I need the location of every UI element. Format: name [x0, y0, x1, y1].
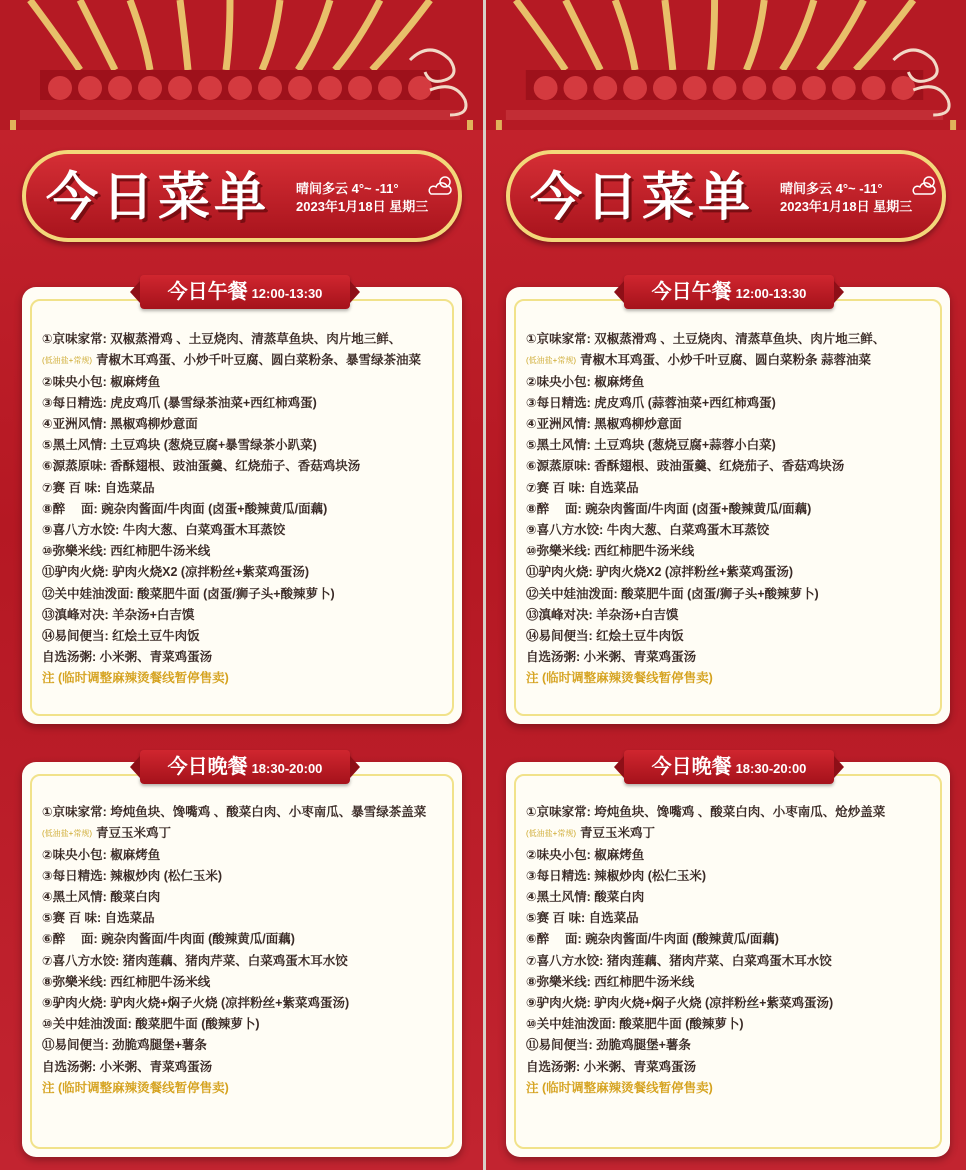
menu-line: ⑪驴肉火烧: 驴肉火烧X2 (凉拌粉丝+紫菜鸡蛋汤) [526, 565, 794, 580]
menu-line: ②味央小包: 椒麻烤鱼 [526, 374, 645, 389]
low-oil-tag: (低油盐+常规) [42, 356, 92, 366]
menu-line: ①京味家常: 垮炖鱼块、馋嘴鸡 、酸菜白肉、小枣南瓜、炝炒盖菜 [526, 805, 886, 819]
cloud-sun-icon [910, 174, 938, 198]
menu-line: ⑤黑土风情: 土豆鸡块 (葱烧豆腐+暴雪绿茶小趴菜) [42, 438, 317, 453]
menu-line: ⑥醉 面: 豌杂肉酱面/牛肉面 (酸辣黄瓜/面藕) [526, 932, 779, 947]
lunch-header [624, 275, 834, 309]
menu-line: 自选汤粥: 小米粥、青菜鸡蛋汤 [526, 1059, 697, 1074]
menu-line: ⑦赛 百 味: 自选菜品 [42, 480, 155, 495]
menu-line: ⑧醉 面: 豌杂肉酱面/牛肉面 (卤蛋+酸辣黄瓜/面藕) [526, 501, 812, 516]
menu-line: ⑪驴肉火烧: 驴肉火烧X2 (凉拌粉丝+紫菜鸡蛋汤) [42, 565, 310, 580]
menu-line: ⑭易间便当: 红烩土豆牛肉饭 [42, 628, 200, 643]
low-oil-tag: (低油盐+常规) [526, 829, 576, 839]
dinner-label: 今日晚餐 [167, 756, 248, 778]
menu-line: ⑬滇峰对决: 羊杂汤+白吉馍 [42, 607, 195, 622]
menu-line: ②味央小包: 椒麻烤鱼 [526, 847, 645, 862]
menu-line: ⑨喜八方水饺: 牛肉大葱、白菜鸡蛋木耳蒸饺 [42, 522, 286, 537]
dinner-label: 今日晚餐 [651, 756, 732, 778]
menu-line: (低油盐+常规) 青豆玉米鸡丁 [526, 826, 656, 841]
menu-line: ①京味家常: 双椒蒸滑鸡 、土豆烧肉、清蒸草鱼块、肉片地三鲜、 [526, 332, 886, 346]
lunch-card [22, 281, 462, 724]
menu-line: ⑤黑土风情: 土豆鸡块 (葱烧豆腐+蒜蓉小白菜) [526, 438, 776, 453]
dinner-card [506, 756, 950, 1157]
menu-line: ⑩关中娃油泼面: 酸菜肥牛面 (酸辣萝卜) [42, 1017, 260, 1032]
dinner-header [624, 750, 834, 784]
menu-line: ⑦喜八方水饺: 猪肉莲藕、猪肉芹菜、白菜鸡蛋木耳水饺 [526, 953, 832, 968]
menu-line: ①京味家常: 垮炖鱼块、馋嘴鸡 、酸菜白肉、小枣南瓜、暴雪绿茶盖菜 [42, 805, 427, 819]
menu-line: ⑨驴肉火烧: 驴肉火烧+焖子火烧 (凉拌粉丝+紫菜鸡蛋汤) [526, 995, 834, 1010]
menu-line: ④黑土风情: 酸菜白肉 [42, 889, 161, 904]
menu-line: ⑭易间便当: 红烩土豆牛肉饭 [526, 628, 684, 643]
low-oil-tag: (低油盐+常规) [526, 356, 576, 366]
menu-line: 自选汤粥: 小米粥、青菜鸡蛋汤 [42, 650, 213, 665]
menu-line: 自选汤粥: 小米粥、青菜鸡蛋汤 [526, 650, 697, 665]
dinner-time: 18:30-20:00 [735, 761, 807, 776]
weather-text: 晴间多云 4°~ -11° [296, 181, 399, 196]
low-oil-tag: (低油盐+常规) [42, 829, 92, 839]
lunch-header [140, 275, 350, 309]
page-title: 今日菜单 [46, 168, 271, 228]
weather-info [780, 180, 912, 216]
menu-line: ⑧弥樂米线: 西红柿肥牛汤米线 [42, 974, 211, 989]
menu-line: ⑧醉 面: 豌杂肉酱面/牛肉面 (卤蛋+酸辣黄瓜/面藕) [42, 501, 328, 516]
date-text: 2023年1月18日 星期三 [780, 199, 913, 214]
menu-line: ⑬滇峰对决: 羊杂汤+白吉馍 [526, 607, 679, 622]
menu-line: ⑦赛 百 味: 自选菜品 [526, 480, 639, 495]
page-title: 今日菜单 [530, 168, 755, 228]
menu-line: ⑧弥樂米线: 西红柿肥牛汤米线 [526, 974, 695, 989]
menu-line: ②味央小包: 椒麻烤鱼 [42, 847, 161, 862]
title-banner [22, 150, 462, 242]
menu-line: ⑩弥樂米线: 西红柿肥牛汤米线 [526, 544, 695, 559]
menu-line: ⑥源蒸原味: 香酥翅根、豉油蛋羹、红烧茄子、香菇鸡块汤 [526, 459, 845, 474]
menu-line: ⑨喜八方水饺: 牛肉大葱、白菜鸡蛋木耳蒸饺 [526, 522, 770, 537]
title-banner [506, 150, 946, 242]
menu-line: ①京味家常: 双椒蒸滑鸡 、土豆烧肉、清蒸草鱼块、肉片地三鲜、 [42, 332, 402, 346]
cloud-sun-icon [426, 174, 454, 198]
date-text: 2023年1月18日 星期三 [296, 199, 429, 214]
menu-line: ⑤赛 百 味: 自选菜品 [42, 911, 155, 926]
menu-line: ④黑土风情: 酸菜白肉 [526, 889, 645, 904]
menu-note: 注 (临时调整麻辣烫餐线暂停售卖) [526, 1080, 713, 1095]
menu-line: ⑦喜八方水饺: 猪肉莲藕、猪肉芹菜、白菜鸡蛋木耳水饺 [42, 953, 348, 968]
lunch-label: 今日午餐 [651, 281, 732, 303]
lunch-menu-list [526, 329, 940, 690]
menu-line: ⑥醉 面: 豌杂肉酱面/牛肉面 (酸辣黄瓜/面藕) [42, 932, 295, 947]
menu-line: ⑤赛 百 味: 自选菜品 [526, 911, 639, 926]
menu-line: 自选汤粥: 小米粥、青菜鸡蛋汤 [42, 1059, 213, 1074]
lunch-menu-list [42, 329, 452, 690]
temple-roof-decoration [0, 0, 483, 130]
menu-line: ③每日精选: 虎皮鸡爪 (暴雪绿茶油菜+西红柿鸡蛋) [42, 395, 317, 410]
menu-note: 注 (临时调整麻辣烫餐线暂停售卖) [42, 1080, 229, 1095]
menu-line: ⑪易间便当: 劲脆鸡腿堡+薯条 [42, 1038, 207, 1053]
lunch-card [506, 281, 950, 724]
menu-line: ⑫关中娃油泼面: 酸菜肥牛面 (卤蛋/狮子头+酸辣萝卜) [42, 586, 335, 601]
menu-line: (低油盐+常规) 青椒木耳鸡蛋、小炒千叶豆腐、圆白菜粉条 蒜蓉油菜 [526, 353, 871, 368]
dinner-time: 18:30-20:00 [251, 761, 323, 776]
weather-text: 晴间多云 4°~ -11° [780, 181, 883, 196]
menu-line: (低油盐+常规) 青豆玉米鸡丁 [42, 826, 172, 841]
dinner-menu-list [42, 802, 452, 1099]
menu-line: ⑨驴肉火烧: 驴肉火烧+焖子火烧 (凉拌粉丝+紫菜鸡蛋汤) [42, 995, 350, 1010]
dinner-menu-list [526, 802, 940, 1099]
menu-note: 注 (临时调整麻辣烫餐线暂停售卖) [42, 671, 229, 686]
menu-line: ⑫关中娃油泼面: 酸菜肥牛面 (卤蛋/狮子头+酸辣萝卜) [526, 586, 819, 601]
lunch-label: 今日午餐 [167, 281, 248, 303]
menu-line: ②味央小包: 椒麻烤鱼 [42, 374, 161, 389]
menu-line: ⑩弥樂米线: 西红柿肥牛汤米线 [42, 544, 211, 559]
menu-line: ⑩关中娃油泼面: 酸菜肥牛面 (酸辣萝卜) [526, 1017, 744, 1032]
weather-info [296, 180, 428, 216]
dinner-card [22, 756, 462, 1157]
menu-note: 注 (临时调整麻辣烫餐线暂停售卖) [526, 671, 713, 686]
lunch-time: 12:00-13:30 [251, 286, 323, 301]
lunch-time: 12:00-13:30 [735, 286, 807, 301]
menu-line: ⑥源蒸原味: 香酥翅根、豉油蛋羹、红烧茄子、香菇鸡块汤 [42, 459, 361, 474]
menu-poster-right [483, 0, 966, 1170]
menu-line: (低油盐+常规) 青椒木耳鸡蛋、小炒千叶豆腐、圆白菜粉条、暴雪绿茶油菜 [42, 353, 422, 368]
menu-line: ③每日精选: 辣椒炒肉 (松仁玉米) [42, 868, 223, 883]
menu-line: ④亚洲风情: 黑椒鸡柳炒意面 [526, 416, 682, 431]
menu-line: ③每日精选: 辣椒炒肉 (松仁玉米) [526, 868, 707, 883]
menu-line: ④亚洲风情: 黑椒鸡柳炒意面 [42, 416, 198, 431]
dinner-header [140, 750, 350, 784]
temple-roof-decoration [486, 0, 966, 130]
menu-line: ③每日精选: 虎皮鸡爪 (蒜蓉油菜+西红柿鸡蛋) [526, 395, 776, 410]
menu-line: ⑪易间便当: 劲脆鸡腿堡+薯条 [526, 1038, 691, 1053]
